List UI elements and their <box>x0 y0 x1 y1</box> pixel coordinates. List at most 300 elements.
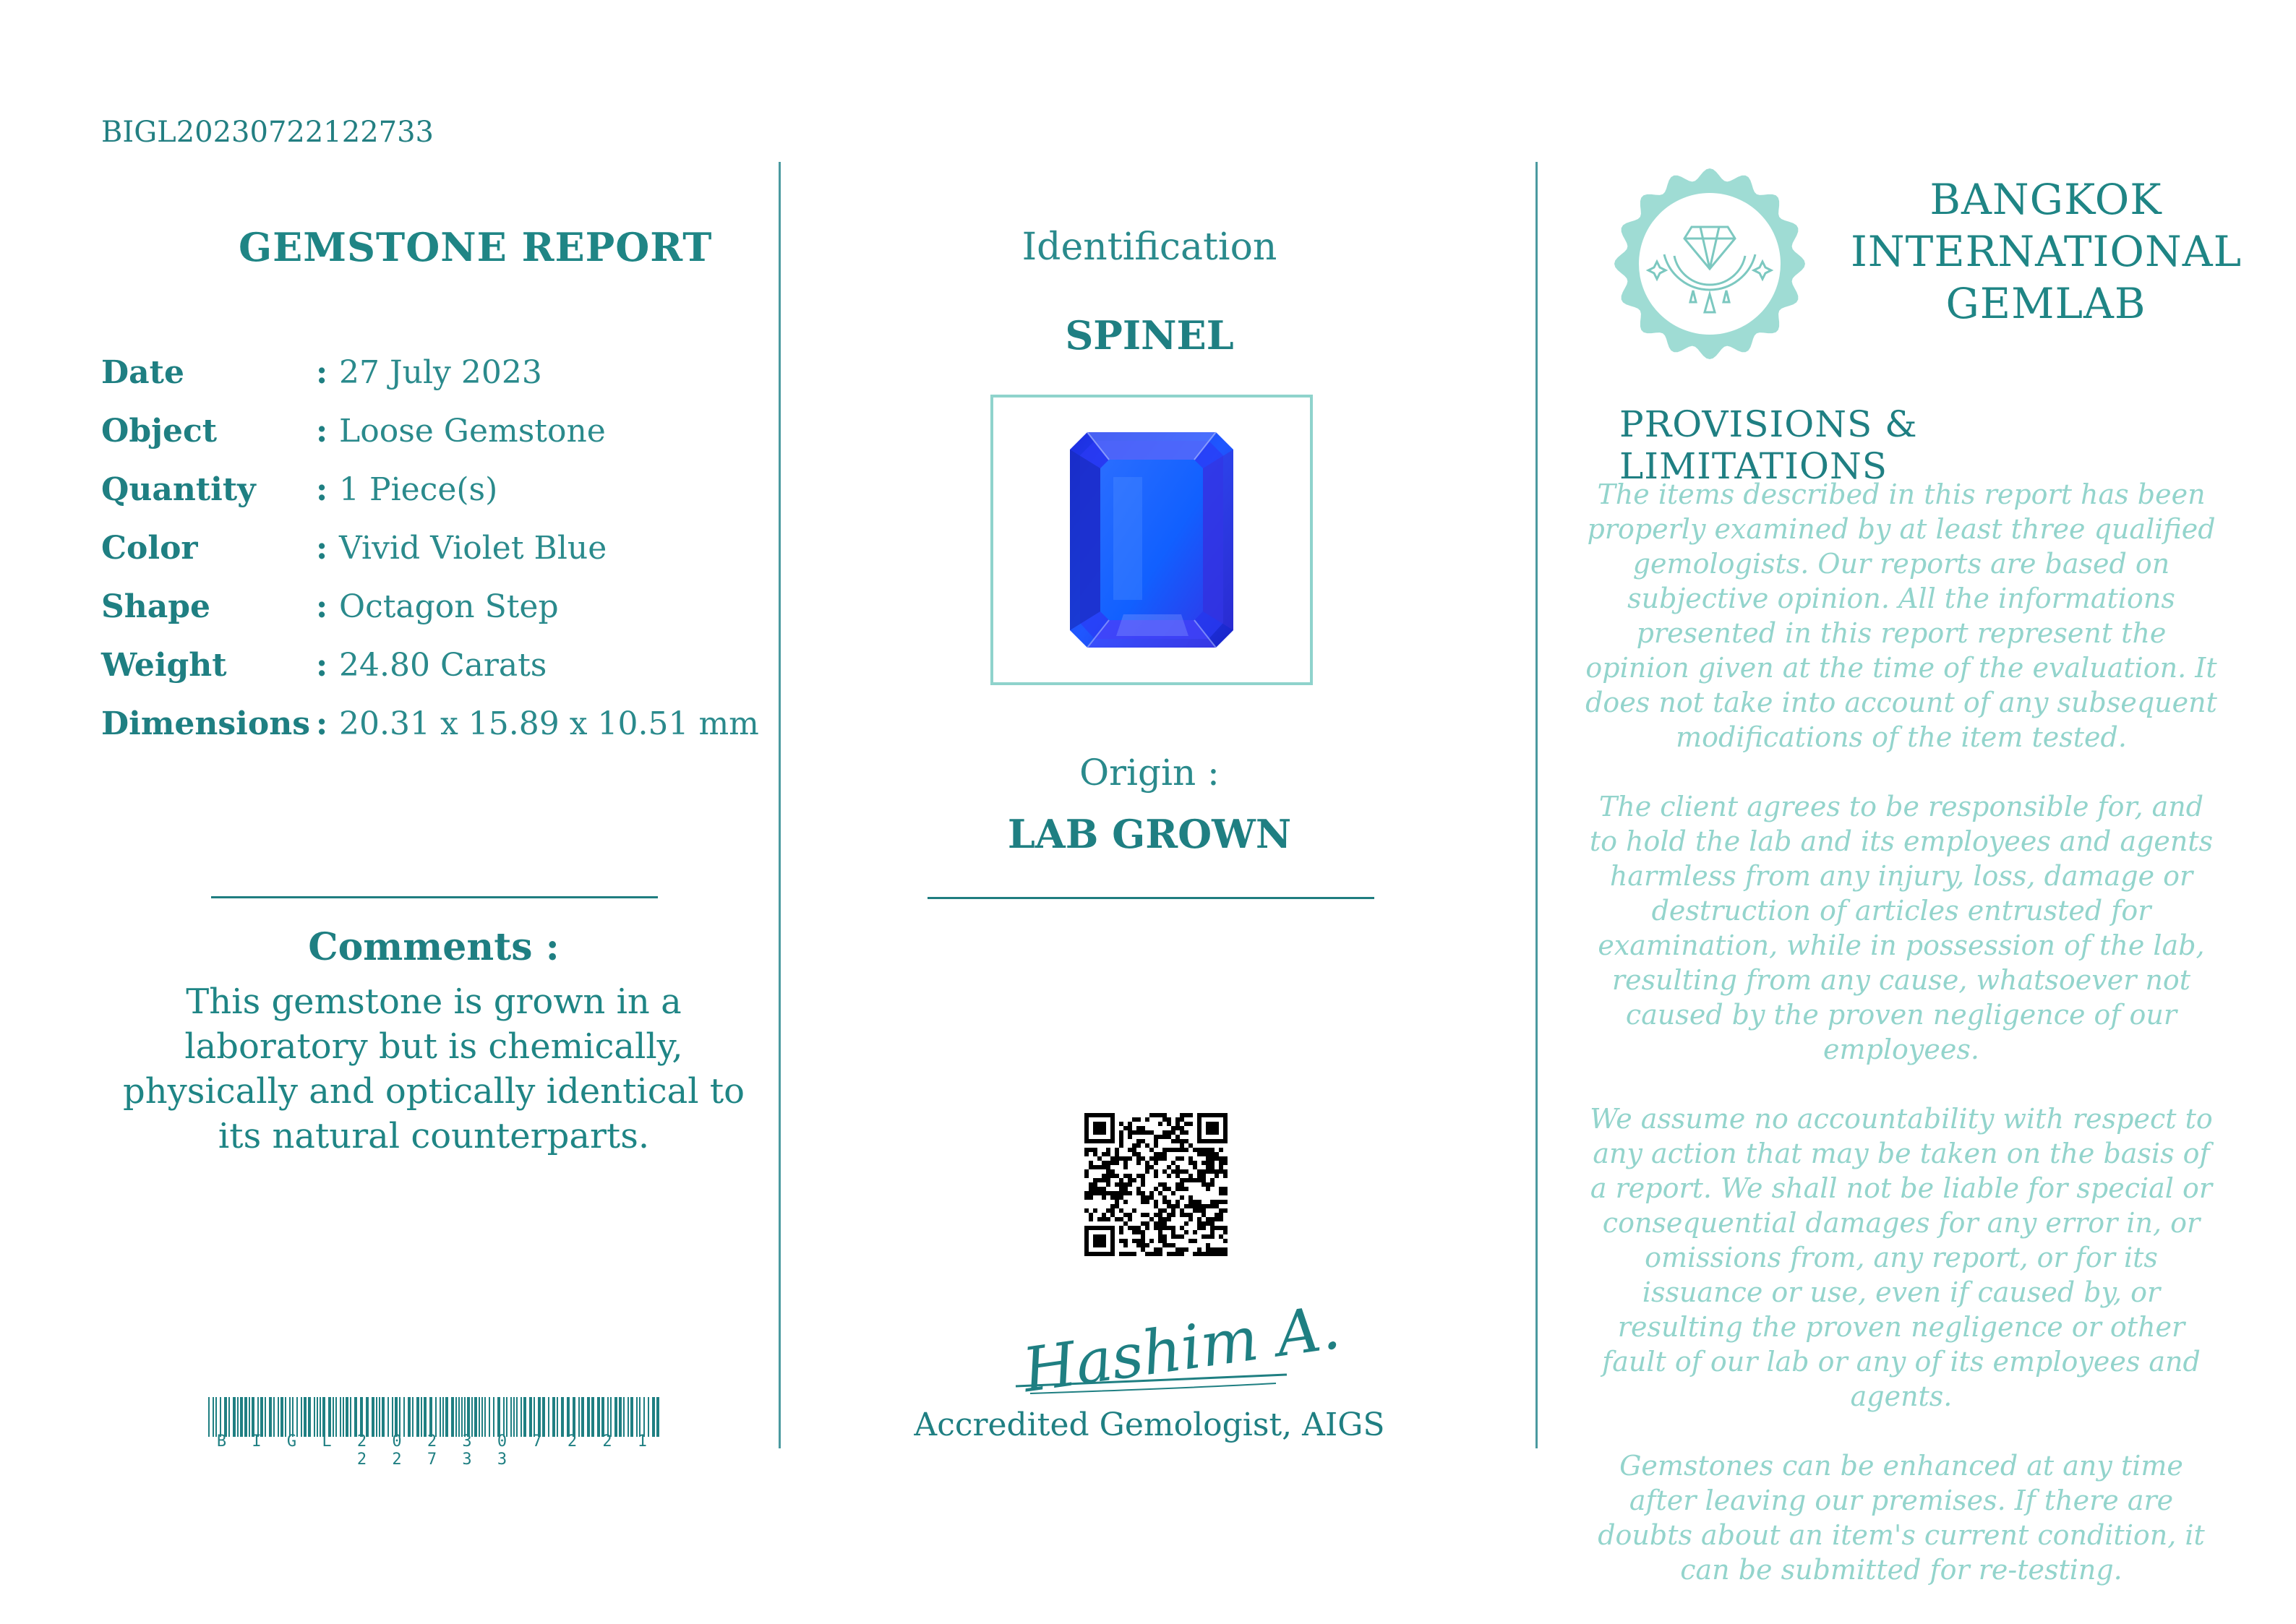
qr-module <box>1141 1234 1145 1239</box>
qr-module <box>1136 1243 1141 1247</box>
barcode-image <box>208 1397 664 1437</box>
barcode-bar <box>619 1397 622 1437</box>
qr-module <box>1162 1169 1167 1174</box>
qr-module <box>1123 1221 1128 1226</box>
qr-module <box>1206 1182 1210 1187</box>
qr-module <box>1119 1143 1123 1148</box>
qr-module <box>1110 1208 1115 1213</box>
field-separator: : <box>316 413 328 450</box>
barcode-bar <box>350 1397 351 1437</box>
qr-module <box>1210 1226 1215 1230</box>
qr-module <box>1106 1174 1110 1178</box>
qr-module <box>1123 1165 1128 1169</box>
qr-module <box>1128 1213 1132 1217</box>
barcode-bar <box>292 1397 294 1437</box>
qr-module <box>1188 1122 1193 1126</box>
barcode-bar <box>464 1397 466 1437</box>
qr-module <box>1149 1113 1154 1117</box>
qr-module <box>1219 1208 1223 1213</box>
qr-module <box>1201 1182 1206 1187</box>
barcode-bar <box>614 1397 617 1437</box>
field-date <box>101 343 759 402</box>
barcode-bar <box>523 1397 526 1437</box>
qr-module <box>1136 1239 1141 1243</box>
barcode-bar <box>652 1397 655 1437</box>
qr-module <box>1123 1191 1128 1195</box>
qr-module <box>1167 1130 1171 1135</box>
qr-module <box>1210 1169 1215 1174</box>
barcode-bar <box>265 1397 266 1437</box>
qr-module <box>1136 1191 1141 1195</box>
qr-module <box>1188 1178 1193 1182</box>
barcode-bar <box>372 1397 374 1437</box>
barcode-bar <box>273 1397 275 1437</box>
field-value: Octagon Step <box>339 588 559 625</box>
barcode-bar <box>451 1397 454 1437</box>
qr-module <box>1145 1165 1149 1169</box>
field-separator: : <box>316 354 328 391</box>
qr-module <box>1089 1161 1093 1165</box>
gem-photo-frame <box>990 395 1313 685</box>
qr-module <box>1102 1174 1106 1178</box>
lab-name-line: INTERNATIONAL <box>1851 227 2243 276</box>
barcode-bar <box>648 1397 649 1437</box>
qr-module <box>1132 1226 1136 1230</box>
qr-module <box>1089 1187 1093 1191</box>
barcode-bar <box>379 1397 380 1437</box>
barcode-bar <box>224 1397 227 1437</box>
qr-module <box>1162 1239 1167 1243</box>
qr-module <box>1136 1156 1141 1161</box>
barcode-bar <box>322 1397 325 1437</box>
qr-module <box>1215 1152 1219 1156</box>
qr-module <box>1215 1156 1219 1161</box>
qr-module <box>1167 1252 1171 1256</box>
field-shape <box>101 577 759 636</box>
qr-module <box>1184 1213 1188 1217</box>
qr-module <box>1215 1200 1219 1204</box>
field-label: Weight <box>101 647 227 684</box>
provisions-paragraph: We assume no accountability with respect to any action that may be taken on the basis of a report. We shall not be liable for special or consequential damages for any error in, or omissions from, any report, or for its issuance or use, even if caused by, or resulting the proven negligence or other fault of our lab or any of its employees and agents. <box>1590 1103 2213 1412</box>
qr-module <box>1171 1208 1175 1213</box>
provisions-paragraph: The client agrees to be responsible for, and to hold the lab and its employees and agents harmless from any injury, loss, damage or destruction of articles entrusted for examination, while in possession of the lab, resulting from any cause, whatsoever not caused by the proven negligence of our employees. <box>1589 791 2214 1065</box>
qr-module <box>1162 1217 1167 1221</box>
field-value: 20.31 x 15.89 x 10.51 mm <box>339 705 759 742</box>
qr-module <box>1132 1152 1136 1156</box>
qr-module <box>1162 1226 1167 1230</box>
qr-module <box>1145 1195 1149 1200</box>
qr-module <box>1093 1122 1106 1135</box>
field-value: 1 Piece(s) <box>339 471 498 508</box>
qr-module <box>1106 1191 1110 1195</box>
qr-module <box>1184 1130 1188 1135</box>
barcode-bar <box>484 1397 486 1437</box>
qr-module <box>1193 1204 1197 1208</box>
comments-text: This gemstone is grown in a laboratory but is chemically, physically and optically identical to its natural counterparts. <box>122 981 745 1156</box>
qr-module <box>1180 1156 1184 1161</box>
qr-module <box>1184 1187 1188 1191</box>
qr-module <box>1175 1135 1180 1139</box>
qr-module <box>1188 1195 1193 1200</box>
qr-module <box>1123 1239 1128 1243</box>
qr-module <box>1145 1130 1149 1135</box>
species-name: SPINEL <box>1065 312 1234 358</box>
barcode-bar <box>506 1397 507 1437</box>
qr-module <box>1219 1226 1223 1230</box>
qr-module <box>1154 1226 1158 1230</box>
qr-module <box>1167 1213 1171 1217</box>
qr-module <box>1136 1174 1141 1178</box>
qr-module <box>1106 1148 1110 1152</box>
qr-module <box>1215 1226 1219 1230</box>
qr-module <box>1115 1174 1119 1178</box>
field-value: 24.80 Carats <box>339 647 547 684</box>
barcode-bar <box>289 1397 291 1437</box>
qr-module <box>1219 1161 1223 1165</box>
qr-module <box>1158 1230 1162 1234</box>
qr-module <box>1132 1230 1136 1234</box>
qr-module <box>1132 1143 1136 1148</box>
barcode-bar <box>610 1397 612 1437</box>
qr-module <box>1219 1252 1223 1256</box>
qr-module <box>1180 1169 1184 1174</box>
qr-module <box>1145 1161 1149 1165</box>
qr-module <box>1093 1187 1097 1191</box>
barcode-bar <box>421 1397 422 1437</box>
qr-module <box>1167 1243 1171 1247</box>
qr-module <box>1175 1126 1180 1130</box>
barcode-bar <box>343 1397 344 1437</box>
barcode-bar <box>304 1397 307 1437</box>
qr-module <box>1119 1252 1123 1256</box>
qr-module <box>1197 1252 1201 1256</box>
qr-module <box>1132 1130 1136 1135</box>
qr-module <box>1167 1226 1171 1230</box>
qr-module <box>1171 1213 1175 1217</box>
provisions-text <box>1583 477 2219 1622</box>
qr-module <box>1093 1182 1097 1187</box>
qr-module <box>1158 1221 1162 1226</box>
provisions-title: PROVISIONS & LIMITATIONS <box>1619 403 1918 487</box>
barcode-bar <box>601 1397 604 1437</box>
qr-module <box>1180 1182 1184 1187</box>
qr-module <box>1219 1187 1223 1191</box>
qr-module <box>1093 1234 1106 1247</box>
barcode-bar <box>301 1397 302 1437</box>
barcode-bar <box>360 1397 363 1437</box>
qr-module <box>1128 1226 1132 1230</box>
qr-module <box>1223 1169 1228 1174</box>
qr-module <box>1162 1135 1167 1139</box>
qr-module <box>1206 1161 1210 1165</box>
qr-module <box>1136 1187 1141 1191</box>
qr-module <box>1171 1126 1175 1130</box>
lab-name-line: GEMLAB <box>1945 279 2146 328</box>
qr-module <box>1171 1226 1175 1230</box>
qr-module <box>1175 1156 1180 1161</box>
qr-module <box>1201 1161 1206 1165</box>
qr-module <box>1184 1230 1188 1234</box>
qr-module <box>1106 1208 1110 1213</box>
qr-module <box>1197 1204 1201 1208</box>
qr-module <box>1223 1161 1228 1165</box>
qr-module <box>1171 1204 1175 1208</box>
qr-module <box>1154 1252 1158 1256</box>
qr-module <box>1175 1187 1180 1191</box>
qr-module <box>1141 1139 1145 1143</box>
qr-module <box>1158 1122 1162 1126</box>
qr-module <box>1219 1169 1223 1174</box>
qr-module <box>1128 1156 1132 1161</box>
qr-module <box>1167 1117 1171 1122</box>
qr-module <box>1158 1152 1162 1156</box>
qr-module <box>1141 1195 1145 1200</box>
qr-module <box>1210 1217 1215 1221</box>
qr-module <box>1097 1165 1102 1169</box>
qr-module <box>1223 1191 1228 1195</box>
qr-module <box>1201 1221 1206 1226</box>
qr-module <box>1119 1178 1123 1182</box>
qr-module <box>1123 1156 1128 1161</box>
qr-module <box>1093 1178 1097 1182</box>
qr-module <box>1193 1178 1197 1182</box>
column-divider-right <box>1535 162 1538 1448</box>
qr-module <box>1171 1243 1175 1247</box>
qr-module <box>1180 1208 1184 1213</box>
origin-divider <box>928 897 1374 899</box>
qr-module <box>1175 1247 1180 1252</box>
qr-module <box>1188 1213 1193 1217</box>
qr-module <box>1201 1252 1206 1256</box>
barcode-bar <box>471 1397 473 1437</box>
qr-module <box>1197 1148 1201 1152</box>
field-value: Vivid Violet Blue <box>339 530 607 567</box>
qr-module <box>1141 1239 1145 1243</box>
qr-module <box>1154 1135 1158 1139</box>
barcode-bar <box>627 1397 629 1437</box>
qr-module <box>1162 1234 1167 1239</box>
qr-module <box>1167 1122 1171 1126</box>
barcode-bar <box>440 1397 441 1437</box>
qr-module <box>1145 1252 1149 1256</box>
qr-module <box>1223 1187 1228 1191</box>
qr-module <box>1162 1195 1167 1200</box>
qr-module <box>1215 1247 1219 1252</box>
qr-module <box>1128 1135 1132 1139</box>
qr-module <box>1123 1243 1128 1247</box>
qr-module <box>1180 1113 1184 1117</box>
qr-module <box>1210 1152 1215 1156</box>
origin-value: LAB GROWN <box>1007 811 1292 857</box>
qr-module <box>1188 1161 1193 1165</box>
qr-module <box>1210 1156 1215 1161</box>
qr-module <box>1119 1122 1123 1126</box>
qr-module <box>1162 1182 1167 1187</box>
qr-module <box>1102 1152 1106 1156</box>
barcode-bar <box>296 1397 298 1437</box>
qr-module <box>1089 1165 1093 1169</box>
qr-module <box>1149 1148 1154 1152</box>
barcode-bar <box>587 1397 590 1437</box>
barcode-bar <box>412 1397 414 1437</box>
qr-module <box>1149 1195 1154 1200</box>
qr-module <box>1158 1247 1162 1252</box>
identification-label: Identification <box>1021 225 1277 269</box>
qr-module <box>1184 1204 1188 1208</box>
qr-module <box>1193 1148 1197 1152</box>
qr-module <box>1210 1234 1215 1239</box>
barcode-bar <box>320 1397 321 1437</box>
qr-module <box>1158 1113 1162 1117</box>
qr-module <box>1141 1191 1145 1195</box>
qr-module <box>1162 1148 1167 1152</box>
qr-module <box>1219 1247 1223 1252</box>
qr-module <box>1193 1252 1197 1256</box>
barcode-bar <box>240 1397 243 1437</box>
qr-module <box>1175 1182 1180 1187</box>
qr-module <box>1154 1169 1158 1174</box>
qr-module <box>1106 1182 1110 1187</box>
barcode-bar <box>395 1397 398 1437</box>
qr-module <box>1188 1239 1193 1243</box>
qr-module <box>1128 1148 1132 1152</box>
barcode-bar <box>636 1397 638 1437</box>
qr-module <box>1102 1213 1106 1217</box>
qr-module <box>1154 1204 1158 1208</box>
qr-module <box>1175 1204 1180 1208</box>
qr-module <box>1128 1252 1132 1256</box>
qr-module <box>1154 1174 1158 1178</box>
qr-module <box>1145 1143 1149 1148</box>
qr-module <box>1188 1217 1193 1221</box>
qr-module <box>1210 1182 1215 1187</box>
barcode-bar <box>424 1397 427 1437</box>
qr-module <box>1115 1204 1119 1208</box>
qr-module <box>1158 1182 1162 1187</box>
qr-module <box>1154 1152 1158 1156</box>
origin-label: Origin : <box>1079 752 1220 794</box>
qr-module <box>1180 1126 1184 1130</box>
barcode-bar <box>445 1397 448 1437</box>
qr-module <box>1123 1174 1128 1178</box>
qr-module <box>1158 1252 1162 1256</box>
qr-module <box>1197 1152 1201 1156</box>
qr-module <box>1110 1156 1115 1161</box>
qr-module <box>1162 1243 1167 1247</box>
qr-module <box>1162 1156 1167 1161</box>
qr-module <box>1210 1204 1215 1208</box>
qr-module <box>1219 1213 1223 1217</box>
barcode-bar <box>403 1397 405 1437</box>
barcode-bar <box>416 1397 419 1437</box>
qr-module <box>1162 1130 1167 1135</box>
qr-module <box>1132 1178 1136 1182</box>
qr-module <box>1154 1221 1158 1226</box>
qr-module <box>1158 1135 1162 1139</box>
qr-module <box>1219 1217 1223 1221</box>
qr-module <box>1128 1178 1132 1182</box>
qr-module <box>1175 1117 1180 1122</box>
qr-module <box>1154 1247 1158 1252</box>
qr-module <box>1141 1174 1145 1178</box>
qr-module <box>1089 1191 1093 1195</box>
qr-module <box>1210 1252 1215 1256</box>
barcode-bar <box>639 1397 641 1437</box>
qr-module <box>1084 1148 1089 1152</box>
qr-module <box>1162 1208 1167 1213</box>
qr-module <box>1119 1217 1123 1221</box>
qr-module <box>1132 1239 1136 1243</box>
lab-name-line: BANGKOK <box>1929 175 2162 224</box>
qr-module <box>1149 1165 1154 1169</box>
qr-module <box>1132 1252 1136 1256</box>
qr-module <box>1097 1156 1102 1161</box>
qr-module <box>1119 1230 1123 1234</box>
barcode-bar <box>314 1397 315 1437</box>
qr-module <box>1175 1252 1180 1256</box>
qr-module <box>1184 1247 1188 1252</box>
qr-module <box>1115 1217 1119 1221</box>
qr-module <box>1171 1252 1175 1256</box>
qr-module <box>1210 1230 1215 1234</box>
qr-module <box>1110 1195 1115 1200</box>
qr-module <box>1206 1204 1210 1208</box>
qr-module <box>1215 1204 1219 1208</box>
qr-module <box>1128 1191 1132 1195</box>
qr-module <box>1171 1130 1175 1135</box>
qr-module <box>1180 1195 1184 1200</box>
qr-module <box>1215 1174 1219 1178</box>
qr-module <box>1154 1143 1158 1148</box>
qr-module <box>1102 1195 1106 1200</box>
qr-module <box>1206 1148 1210 1152</box>
qr-module <box>1128 1182 1132 1187</box>
barcode-bar <box>280 1397 283 1437</box>
barcode-bar <box>567 1397 570 1437</box>
qr-module <box>1184 1122 1188 1126</box>
qr-module <box>1093 1165 1097 1169</box>
qr-module <box>1171 1234 1175 1239</box>
qr-module <box>1102 1178 1106 1182</box>
qr-module <box>1145 1213 1149 1217</box>
barcode-bar <box>538 1397 541 1437</box>
field-label: Object <box>101 413 218 450</box>
qr-module <box>1158 1208 1162 1213</box>
qr-module <box>1158 1191 1162 1195</box>
qr-module <box>1158 1213 1162 1217</box>
barcode-bar <box>237 1397 239 1437</box>
qr-module <box>1106 1217 1110 1221</box>
qr-module <box>1119 1208 1123 1213</box>
qr-module <box>1167 1165 1171 1169</box>
qr-module <box>1136 1130 1141 1135</box>
qr-code[interactable] <box>1084 1113 1228 1256</box>
qr-module <box>1197 1200 1201 1204</box>
qr-module <box>1084 1191 1089 1195</box>
barcode-bar <box>510 1397 512 1437</box>
qr-module <box>1158 1217 1162 1221</box>
qr-module <box>1180 1178 1184 1182</box>
qr-module <box>1206 1217 1210 1221</box>
qr-module <box>1154 1113 1158 1117</box>
qr-module <box>1184 1148 1188 1152</box>
qr-module <box>1219 1165 1223 1169</box>
gem-photo <box>993 398 1310 682</box>
provisions-paragraph: Gemstones can be enhanced at any time after leaving our premises. If there are doubts about an item's current condition, it can be submitted for re-testing. <box>1598 1450 2205 1586</box>
qr-module <box>1180 1130 1184 1135</box>
qr-module <box>1115 1152 1119 1156</box>
field-value: Loose Gemstone <box>339 413 606 450</box>
